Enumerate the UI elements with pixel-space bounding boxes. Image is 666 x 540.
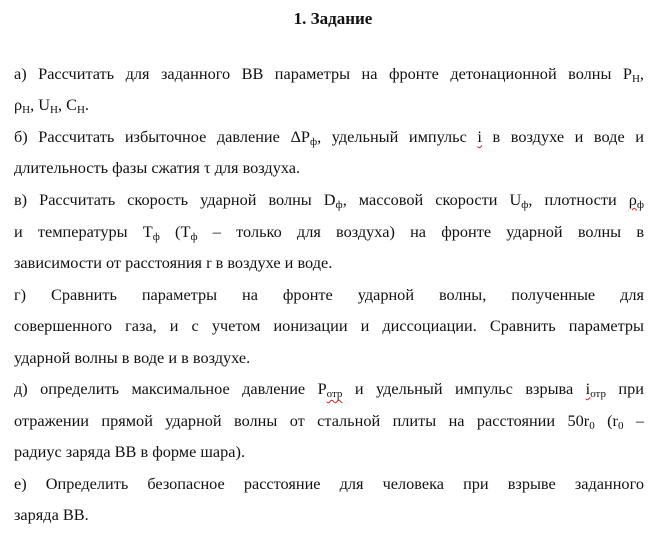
spellcheck-word xyxy=(586,379,606,398)
text-run: (T xyxy=(159,222,191,241)
text-run: е) Определить безопасное расстояние для человека при взрыве заданного xyxy=(14,474,644,493)
item-d-line-1 xyxy=(14,379,644,399)
text-run: при xyxy=(606,379,644,398)
item-d-line-2 xyxy=(14,411,644,431)
text-run: , плотности xyxy=(528,190,629,209)
subscript: отр xyxy=(326,388,343,400)
subscript: 0 xyxy=(589,420,595,432)
text-run: радиус заряда ВВ в форме шара). xyxy=(14,442,246,461)
subscript: 0 xyxy=(617,420,624,432)
text-run: заряда ВВ. xyxy=(14,505,89,524)
text-run: в) Рассчитать скорость ударной волны D xyxy=(14,190,336,209)
text-run: , xyxy=(639,64,644,83)
text-run: отражении прямой ударной волны от стальной плиты на расстоянии 50r xyxy=(14,411,590,430)
text-run: . xyxy=(84,95,89,114)
text-run: и удельный импульс взрыва xyxy=(342,379,586,398)
text-run: длительность фазы сжатия τ для воздуха. xyxy=(14,158,301,177)
text-run: , U xyxy=(30,95,50,114)
text-run: совершенного газа, и с учетом ионизации и диссоциации. Сравнить параметры xyxy=(14,316,644,335)
text-run: ρ xyxy=(14,95,23,114)
text-run: , массовой скорости U xyxy=(342,190,522,209)
item-v-line-3 xyxy=(14,253,644,273)
text-run: г) Сравнить параметры на фронте ударной волны, полученные для xyxy=(14,285,644,304)
text-run: б) Рассчитать избыточное давление ΔP xyxy=(14,127,310,146)
text-run: i xyxy=(585,379,591,398)
subscript: H xyxy=(22,104,31,116)
section-heading: 1. Задание xyxy=(293,9,373,28)
text-run: , C xyxy=(57,95,77,114)
item-g-line-2 xyxy=(14,316,644,336)
subscript: ф xyxy=(152,231,160,243)
subscript: ф xyxy=(309,136,318,148)
text-run: (r xyxy=(594,411,618,430)
text-run: в воздухе и воде и xyxy=(481,127,644,146)
item-g-line-3 xyxy=(14,348,644,368)
text-run: – xyxy=(623,411,644,430)
spellcheck-word: i xyxy=(477,127,482,146)
text-run: , удельный импульс xyxy=(317,127,478,146)
subscript: H xyxy=(631,73,640,85)
item-b-line-2 xyxy=(14,158,644,178)
subscript: отр xyxy=(590,388,606,400)
subscript: H xyxy=(49,104,58,116)
item-d-line-3 xyxy=(14,442,644,462)
item-a-line-2 xyxy=(14,95,644,115)
subscript: ф xyxy=(636,199,645,211)
item-e-line-2 xyxy=(14,505,644,525)
subscript: ф xyxy=(521,199,529,211)
subscript: ф xyxy=(335,199,343,211)
item-v-line-2 xyxy=(14,222,644,242)
item-e-line-1 xyxy=(14,474,644,494)
text-run: зависимости от расстояния r в воздухе и воде. xyxy=(14,253,333,272)
item-v-line-1 xyxy=(14,190,644,210)
item-a-line-1 xyxy=(14,64,644,84)
text-run: ударной волны в воде и в воздухе. xyxy=(14,348,251,367)
text-run: и температуры T xyxy=(14,222,153,241)
text-run: – только для воздуха) на фронте ударной волны в xyxy=(197,222,645,241)
text-run: д) определить максимальное давление P xyxy=(14,379,327,398)
item-g-line-1 xyxy=(14,285,644,305)
item-b-line-1 xyxy=(14,127,644,147)
text-run: а) Рассчитать для заданного ВВ параметры на фронте детонационной волны P xyxy=(14,64,632,83)
spellcheck-word xyxy=(629,190,644,209)
subscript: H xyxy=(76,104,85,116)
subscript: ф xyxy=(190,231,198,243)
text-run: ρ xyxy=(628,190,637,209)
